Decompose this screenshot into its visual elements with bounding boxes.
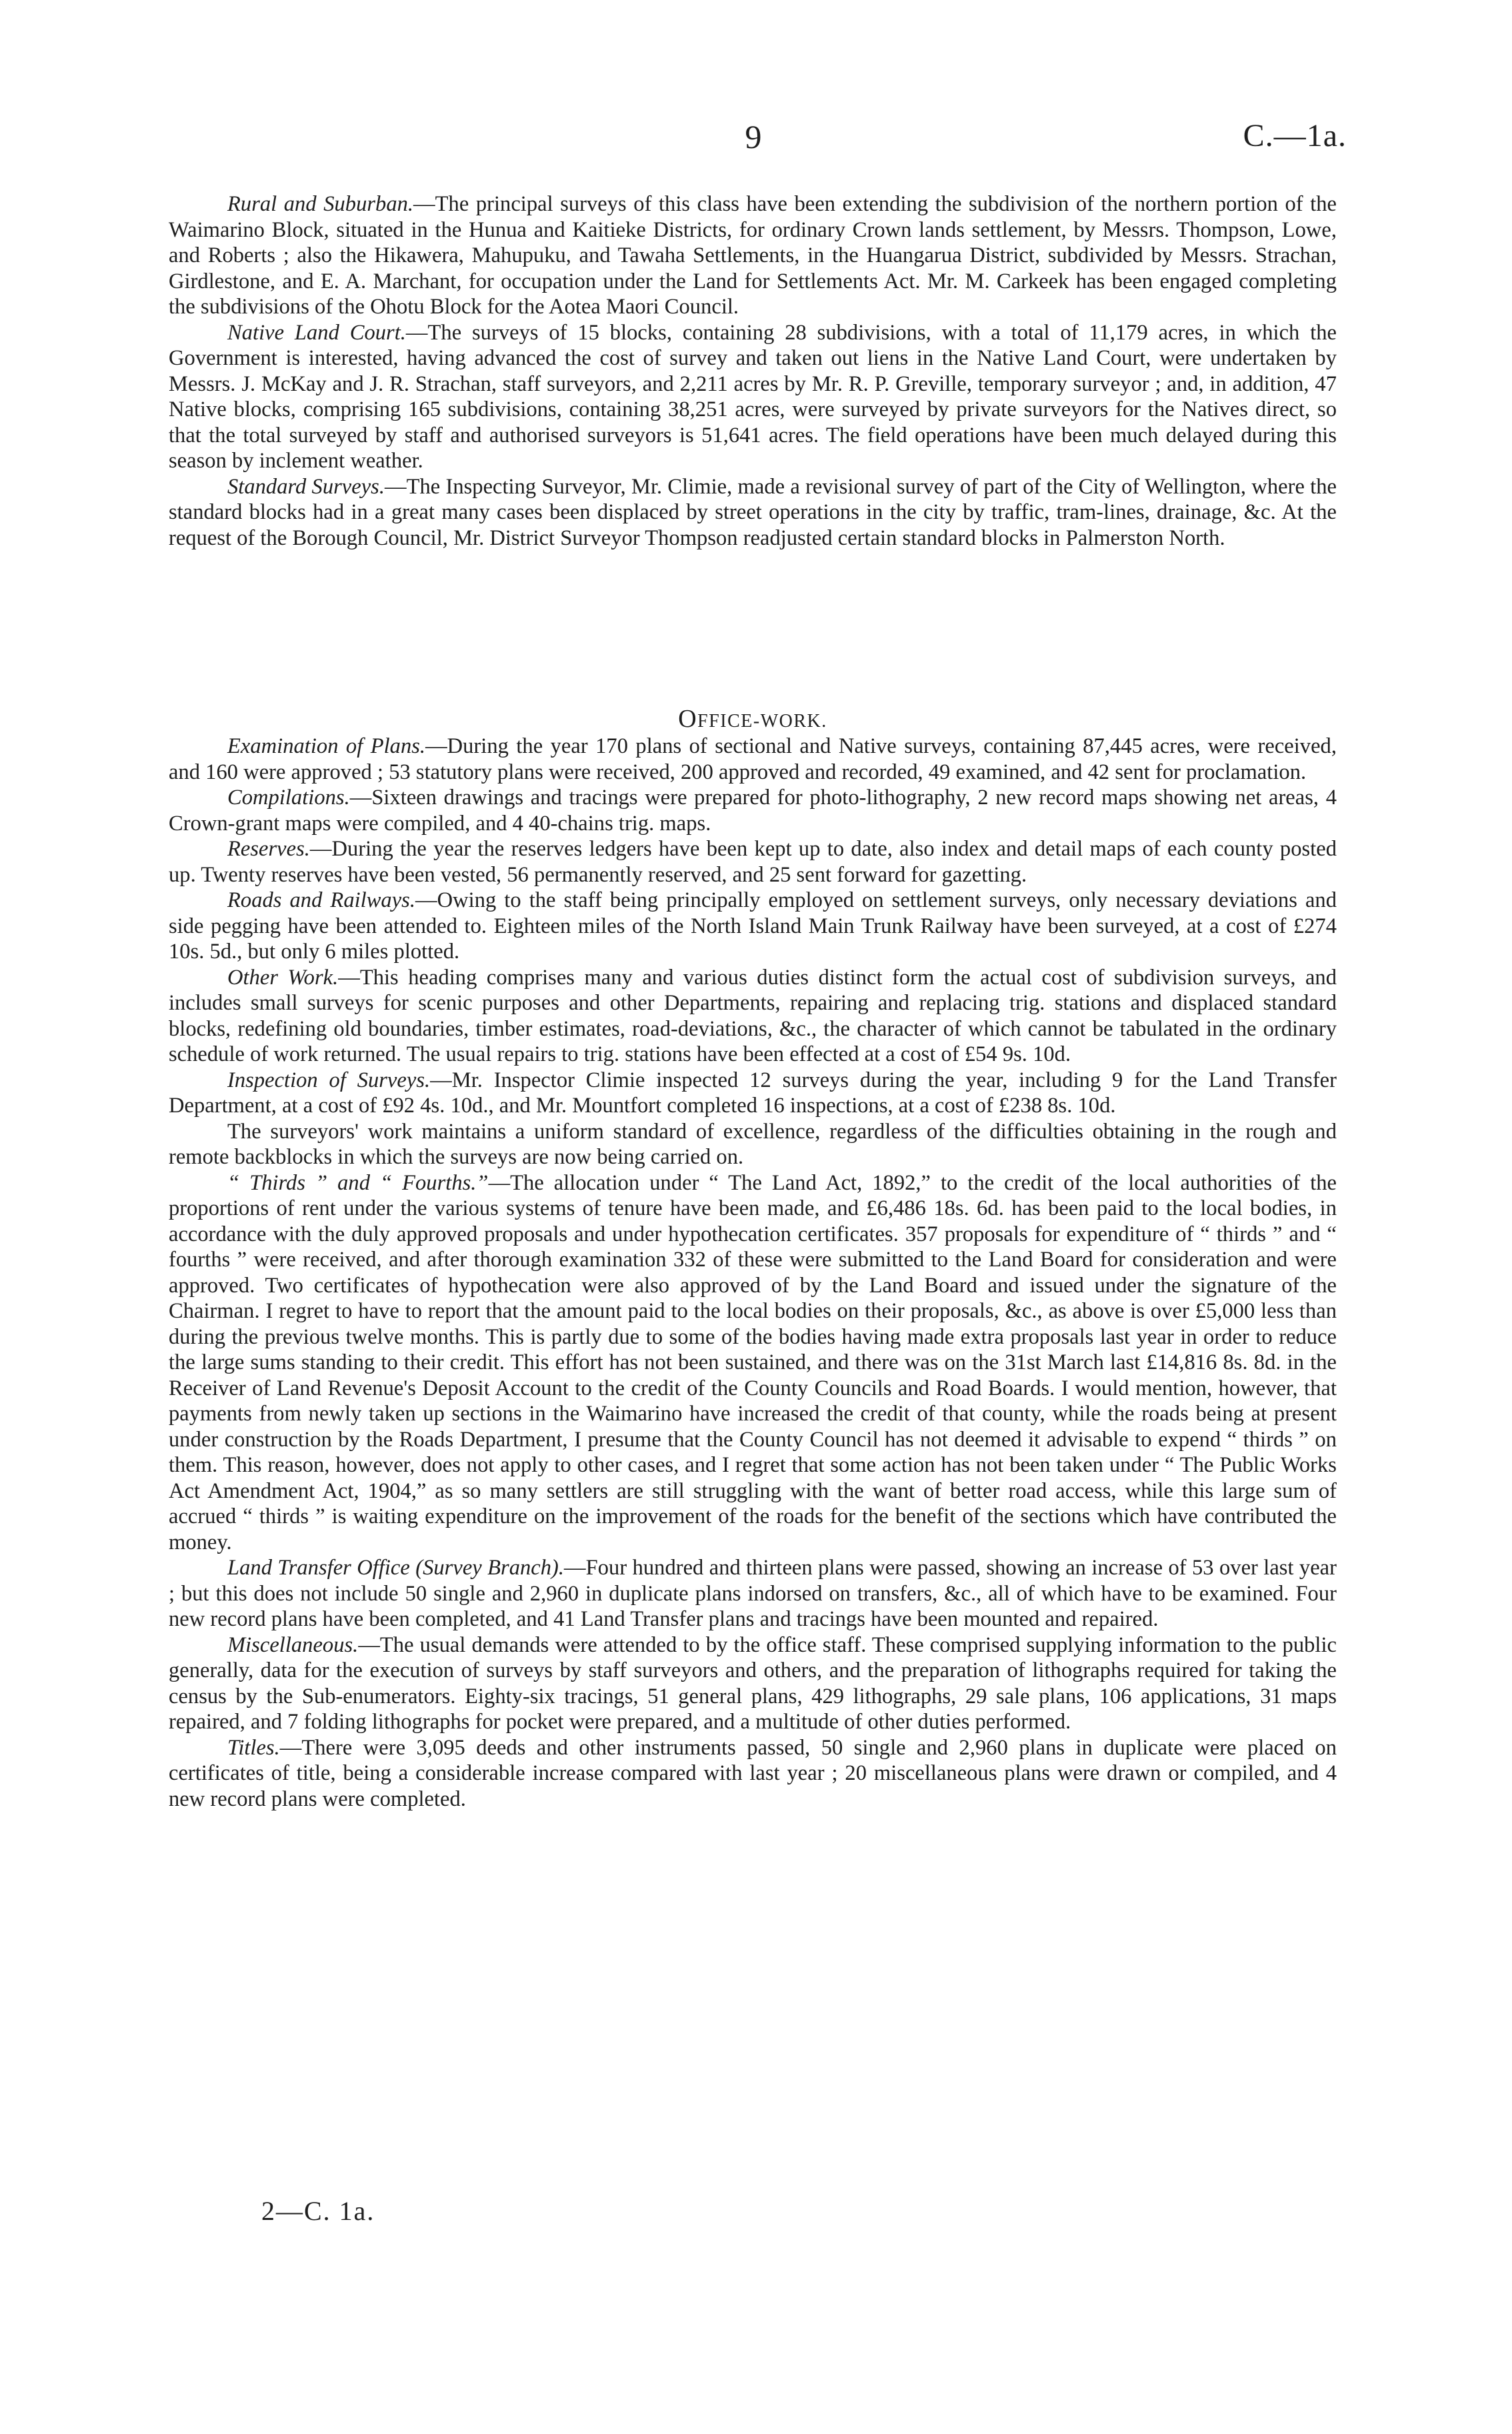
paragraph-titles (169, 1735, 1337, 1812)
heading-initial: O (678, 705, 698, 733)
paragraph-text: —The usual demands were attended to by the office staff. These comprised supplying information to the public generally, data for the execution of surveys by staff surveyors and others, and the preparation of lithographs required for taking the census by the Sub-enumerators. Eighty-six tracings, 51 general plans, 429 lithographs, 29 sale plans, 106 applications, 31 maps repaired, and 7 folding lithographs for pocket were prepared, and a multitude of other duties performed. (169, 1632, 1337, 1734)
paragraph-other-work (169, 965, 1337, 1068)
paragraph-title: Compilations. (227, 786, 350, 810)
paragraph-text: —The surveys of 15 blocks, containing 28 subdivisions, with a total of 11,179 acres, in which the Government is interested, having advanced the cost of survey and taken out liens in the Native Land Court, were undertaken by Messrs. J. McKay and J. R. Strachan, staff surveyors, and 2,211 acres by Mr. R. P. Greville, temporary surveyor ; and, in addition, 47 Native blocks, comprising 165 subdivisions, containing 38,251 acres, were surveyed by private surveyors for the Natives direct, so that the total surveyed by staff and authorised surveyors is 51,641 acres. The field operations have been much delayed during this season by inclement weather. (169, 320, 1337, 473)
paragraph-title: Inspection of Surveys. (227, 1068, 431, 1092)
paragraph-text: —During the year the reserves ledgers have been kept up to date, also index and detail maps of each county posted up. Twenty reserves have been vested, 56 permanently reserved, and 25 sent forward for gazetting. (169, 837, 1337, 887)
paragraph-thirds-and-fourths (169, 1170, 1337, 1556)
signature-mark: 2—C. 1a. (261, 2196, 375, 2226)
paragraph-title: Standard Surveys. (227, 474, 385, 499)
paragraph-text: —Sixteen drawings and tracings were prepared for photo-lithography, 2 new record maps showing net areas, 4 Crown-grant maps were compiled, and 4 40-chains trig. maps. (169, 786, 1337, 836)
paragraph-surveyors-work (169, 1119, 1337, 1170)
paragraph-title: Miscellaneous. (227, 1632, 359, 1657)
heading-rest: FFICE-WORK. (697, 711, 827, 732)
paragraph-title: Native Land Court. (227, 320, 406, 345)
paragraph-roads-and-railways (169, 888, 1337, 965)
paragraph-text: —Mr. Inspector Climie inspected 12 surveys during the year, including 9 for the Land Transfer Department, at a cost of £92 4s. 10d., and Mr. Mountfort completed 16 inspections, at a cost of £238 8s. 10d. (169, 1068, 1337, 1118)
paragraph-title: Titles. (227, 1735, 280, 1760)
paragraph-title: Examination of Plans. (227, 734, 426, 758)
paragraph-text: —The principal surveys of this class have been extending the subdivision of the northern portion of the Waimarino Block, situated in the Hunua and Kaitieke Districts, for ordinary Crown lands settlement, by Messrs. Thompson, Lowe, and Roberts ; also the Hikawera, Mahupuku, and Tawaha Settlements, in the Huangarua District, subdivided by Messrs. Strachan, Girdlestone, and E. A. Marchant, for occupation under the Land for Settlements Act. Mr. M. Carkeek has been engaged completing the subdivisions of the Ohotu Block for the Aotea Maori Council. (169, 192, 1337, 319)
paragraph-text: —Four hundred and thirteen plans were passed, showing an increase of 53 over last year ; but this does not include 50 single and 2,960 in duplicate plans indorsed on transfers, &c., all of which have to be examined. Four new record plans have been completed, and 41 Land Transfer plans and tracings have been mounted and repaired. (169, 1556, 1337, 1631)
paragraph-text: —There were 3,095 deeds and other instruments passed, 50 single and 2,960 plans in duplicate were placed on certificates of title, being a considerable increase compared with last year ; 20 miscellaneous plans were drawn or compiled, and 4 new record plans were completed. (169, 1735, 1337, 1811)
paragraph-text: —During the year 170 plans of sectional and Native surveys, containing 87,445 acres, were received, and 160 were approved ; 53 statutory plans were received, 200 approved and recorded, 49 examined, and 42 sent for proclamation. (169, 734, 1337, 784)
paragraph-text: —The allocation under “ The Land Act, 1892,” to the credit of the local authorities of the proportions of rent under the various systems of tenure have been made, and £6,486 18s. 6d. has been paid to the local bodies, in accordance with the duly approved proposals and under hypothecation certificates. 357 proposals for expenditure of “ thirds ” and “ fourths ” were received, and after thorough examination 332 of these were submitted to the Land Board for consideration and were approved. Two certificates of hypothecation were also approved of by the Land Board and issued under the signature of the Chairman. I regret to have to report that the amount paid to the local bodies on their proposals, &c., as above is over £5,000 less than during the previous twelve months. This is partly due to some of the bodies having made extra proposals last year in order to reduce the large sums standing to their credit. This effort has not been sustained, and there was on the 31st March last £14,816 8s. 8d. in the Receiver of Land Revenue's Deposit Account to the credit of the County Councils and Road Boards. I would mention, however, that payments from newly taken up sections in the Waimarino have increased the credit of that county, while the roads being at present under construction by the Roads Department, I presume that the County Council has not deemed it advisable to expend “ thirds ” on them. This reason, however, does not apply to other cases, and I regret that some action has not been taken under “ The Public Works Act Amendment Act, 1904,” as so many settlers are still struggling with the want of better road access, while this large sum of accrued “ thirds ” is waiting expenditure on the improvement of the roads for the benefit of the sections which have contributed the money. (169, 1170, 1337, 1554)
paragraph-title: Other Work. (227, 965, 339, 990)
paragraph-compilations (169, 785, 1337, 836)
paragraph-examination-of-plans (169, 734, 1337, 785)
survey-paragraphs (169, 191, 1337, 551)
paragraph-title: Rural and Suburban. (227, 192, 414, 216)
paragraph-native-land-court (169, 320, 1337, 474)
paragraph-text: The surveyors' work maintains a uniform standard of excellence, regardless of the difficulties obtaining in the rough and remote backblocks in which the surveys are now being carried on. (169, 1119, 1337, 1169)
office-work-paragraphs (169, 734, 1337, 1812)
paragraph-text: —Owing to the staff being principally employed on settlement surveys, only necessary deviations and side pegging have been attended to. Eighteen miles of the North Island Main Trunk Railway have been surveyed, at a cost of £274 10s. 5d., but only 6 miles plotted. (169, 888, 1337, 964)
section-heading-office-work (169, 704, 1337, 734)
paragraph-standard-surveys (169, 474, 1337, 551)
paragraph-title: Roads and Railways. (227, 888, 416, 912)
paragraph-reserves (169, 836, 1337, 888)
paragraph-title: Land Transfer Office (Survey Branch). (227, 1556, 565, 1580)
paragraph-text: —This heading comprises many and various duties distinct form the actual cost of subdivision surveys, and includes small surveys for scenic purposes and other Departments, repairing and replacing trig. stations and displaced standard blocks, redefining old boundaries, timber estimates, road-deviations, &c., the character of which cannot be tabulated in the ordinary schedule of work returned. The usual repairs to trig. stations have been effected at a cost of £54 9s. 10d. (169, 965, 1337, 1066)
paragraph-land-transfer-office (169, 1555, 1337, 1632)
paragraph-miscellaneous (169, 1632, 1337, 1735)
document-reference: C.—1a. (1243, 118, 1347, 153)
paragraph-title: “ Thirds ” and “ Fourths.” (227, 1170, 489, 1195)
paragraph-inspection-of-surveys (169, 1068, 1337, 1119)
paragraph-rural-suburban (169, 191, 1337, 320)
paragraph-text: —The Inspecting Surveyor, Mr. Climie, made a revisional survey of part of the City of Wellington, where the standard blocks had in a great many cases been displaced by street operations in the city by traffic, tram-lines, drainage, &c. At the request of the Borough Council, Mr. District Surveyor Thompson readjusted certain standard blocks in Palmerston North. (169, 474, 1337, 550)
paragraph-title: Reserves. (227, 837, 310, 861)
page-number: 9 (745, 118, 762, 155)
